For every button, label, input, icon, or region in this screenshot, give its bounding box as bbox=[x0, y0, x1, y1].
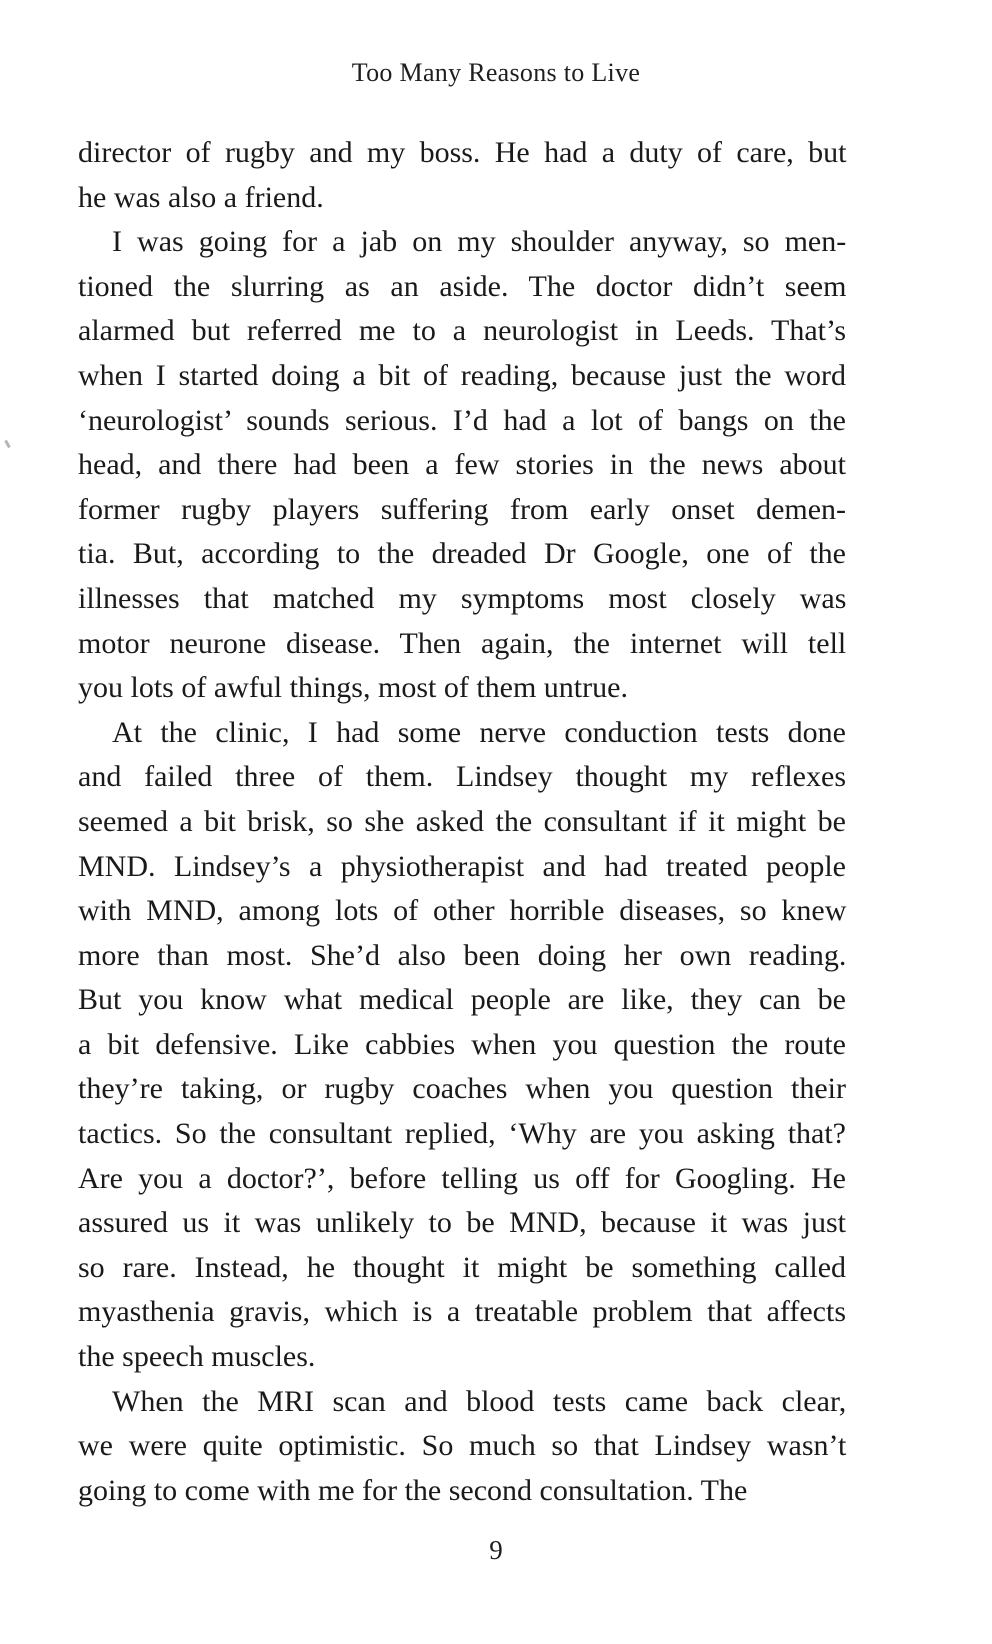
text-line: myasthenia gravis, which is a treatable problem that affects bbox=[78, 1295, 846, 1329]
text-line: so rare. Instead, he thought it might be something called bbox=[78, 1250, 847, 1284]
text-line: director of rugby and my boss. He had a duty of care, but bbox=[78, 136, 847, 169]
paragraph bbox=[78, 711, 846, 1380]
text-line: motor neurone disease. Then again, the internet will tell bbox=[78, 626, 847, 660]
text-line: he was also a friend. bbox=[78, 180, 324, 214]
text-line: more than most. She’d also been doing her own reading. bbox=[78, 938, 847, 972]
text-line: When the MRI scan and blood tests came back clear, bbox=[112, 1384, 847, 1418]
text-line: and failed three of them. Lindsey thought my reflexes bbox=[78, 760, 846, 794]
text-line: illnesses that matched my symptoms most closely was bbox=[78, 581, 847, 615]
paragraph bbox=[78, 220, 846, 711]
paragraph bbox=[78, 131, 846, 220]
text-line: we were quite optimistic. So much so that Lindsey wasn’t bbox=[78, 1429, 847, 1463]
running-head: Too Many Reasons to Live bbox=[351, 58, 641, 87]
text-line: they’re taking, or rugby coaches when you question their bbox=[78, 1072, 846, 1106]
text-line: But you know what medical people are like, they can be bbox=[78, 983, 846, 1017]
text-line: the speech muscles. bbox=[78, 1340, 316, 1374]
text-line: Are you a doctor?’, before telling us off for Googling. He bbox=[78, 1161, 846, 1195]
text-line: with MND, among lots of other horrible diseases, so knew bbox=[78, 894, 847, 928]
text-line: I was going for a jab on my shoulder anyway, so men- bbox=[112, 225, 847, 259]
text-line: MND. Lindsey’s a physiotherapist and had treated people bbox=[78, 849, 846, 883]
text-line: head, and there had been a few stories in the news about bbox=[78, 448, 846, 482]
text-line: tioned the slurring as an aside. The doctor didn’t seem bbox=[78, 269, 847, 303]
text-line: a bit defensive. Like cabbies when you question the route bbox=[78, 1027, 846, 1061]
scan-speck bbox=[4, 440, 11, 448]
page-number: 9 bbox=[489, 1535, 503, 1565]
text-line: former rugby players suffering from early onset demen- bbox=[78, 492, 847, 526]
paragraph bbox=[78, 1380, 846, 1514]
text-line: seemed a bit brisk, so she asked the consultant if it might be bbox=[78, 804, 846, 838]
text-line: tia. But, according to the dreaded Dr Google, one of the bbox=[78, 537, 846, 571]
text-line: you lots of awful things, most of them untrue. bbox=[78, 671, 628, 705]
text-line: assured us it was unlikely to be MND, because it was just bbox=[78, 1206, 846, 1240]
text-line: going to come with me for the second consultation. The bbox=[78, 1473, 748, 1507]
text-line: alarmed but referred me to a neurologist in Leeds. That’s bbox=[78, 314, 846, 348]
text-line: when I started doing a bit of reading, because just the word bbox=[78, 358, 846, 392]
body-text bbox=[78, 131, 846, 1513]
text-line: At the clinic, I had some nerve conduction tests done bbox=[112, 715, 846, 749]
text-line: ‘neurologist’ sounds serious. I’d had a lot of bangs on the bbox=[78, 403, 846, 437]
text-line: tactics. So the consultant replied, ‘Why are you asking that? bbox=[78, 1117, 846, 1151]
